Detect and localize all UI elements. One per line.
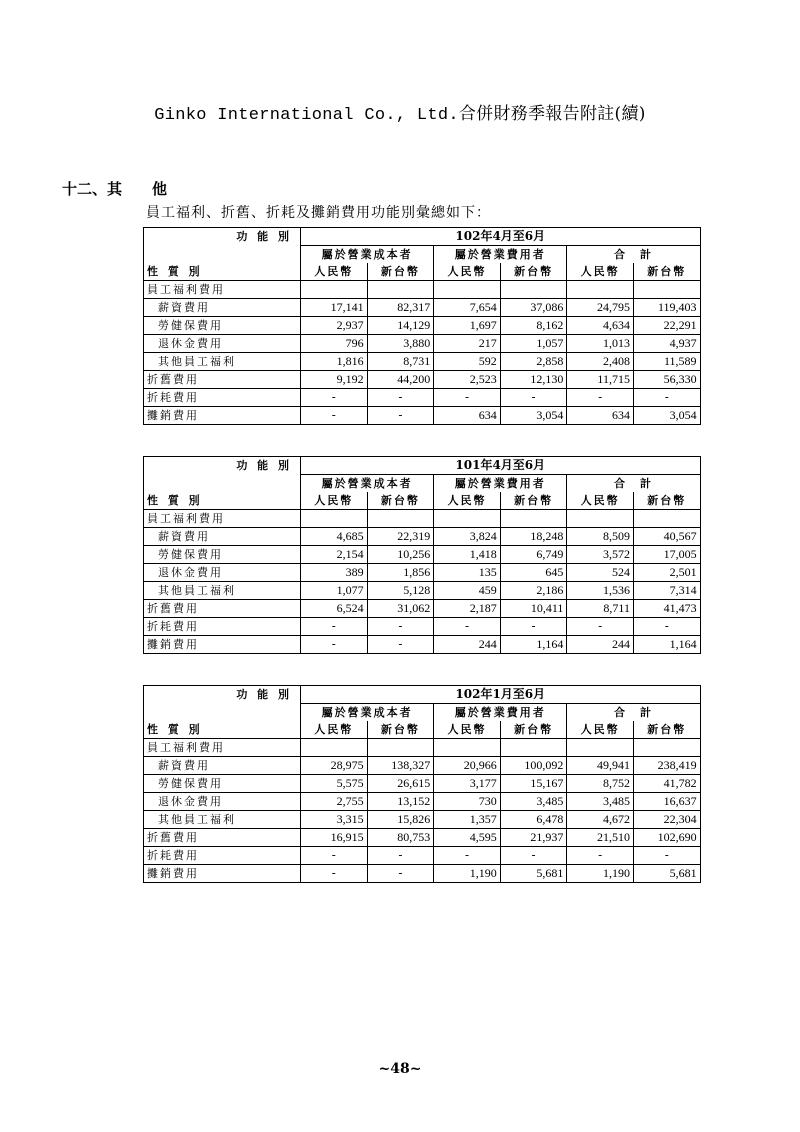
table-cell: 1,164 <box>633 636 700 654</box>
table-cell: - <box>301 407 368 425</box>
table-cell: - <box>567 389 634 407</box>
table-cell: 244 <box>567 636 634 654</box>
ntd-heading: 新台幣 <box>500 492 567 510</box>
table-cell: 12,130 <box>500 371 567 389</box>
table-row <box>144 335 701 353</box>
ntd-heading: 新台幣 <box>500 263 567 281</box>
table-cell: 3,177 <box>434 775 501 793</box>
table-cell: 3,485 <box>500 793 567 811</box>
table-cell: 14,129 <box>367 317 434 335</box>
table-cell: 592 <box>434 353 501 371</box>
table-cell <box>633 281 700 299</box>
row-label: 勞健保費用 <box>144 317 301 335</box>
nature-label: 性 質 別 <box>144 492 301 510</box>
table-cell: 2,154 <box>301 546 368 564</box>
table-cell <box>500 739 567 757</box>
table-cell: 634 <box>434 407 501 425</box>
rmb-heading: 人民幣 <box>434 492 501 510</box>
row-label: 薪資費用 <box>144 528 301 546</box>
table-cell: 2,858 <box>500 353 567 371</box>
table-cell: 1,856 <box>367 564 434 582</box>
rmb-heading: 人民幣 <box>301 263 368 281</box>
table-cell: 41,473 <box>633 600 700 618</box>
table-cell: - <box>434 847 501 865</box>
table-cell: 3,054 <box>500 407 567 425</box>
table-cell: 11,589 <box>633 353 700 371</box>
table-row <box>144 564 701 582</box>
table-cell: 3,824 <box>434 528 501 546</box>
table-cell <box>633 739 700 757</box>
row-label: 攤銷費用 <box>144 636 301 654</box>
period-heading: 101年4月至6月 <box>301 457 701 475</box>
table-cell: 389 <box>301 564 368 582</box>
table-cell <box>301 281 368 299</box>
nature-label: 性 質 別 <box>144 721 301 739</box>
table-cell: 4,937 <box>633 335 700 353</box>
table-cell: 244 <box>434 636 501 654</box>
table-cell: 796 <box>301 335 368 353</box>
table-row <box>144 317 701 335</box>
table-cell: 8,509 <box>567 528 634 546</box>
table-cell <box>301 739 368 757</box>
table-cell <box>567 281 634 299</box>
table-row <box>144 847 701 865</box>
row-label: 折舊費用 <box>144 600 301 618</box>
table-cell: - <box>567 847 634 865</box>
table-cell: 49,941 <box>567 757 634 775</box>
function-label: 功 能 別 <box>144 228 301 246</box>
table-cell: 645 <box>500 564 567 582</box>
table-cell: 1,816 <box>301 353 368 371</box>
table-cell <box>367 739 434 757</box>
table-cell: 6,478 <box>500 811 567 829</box>
row-label: 攤銷費用 <box>144 865 301 883</box>
table-cell: 3,880 <box>367 335 434 353</box>
table-cell: - <box>633 618 700 636</box>
table-cell: 3,485 <box>567 793 634 811</box>
expense-table <box>143 227 701 425</box>
table-cell: - <box>434 389 501 407</box>
ntd-heading: 新台幣 <box>367 721 434 739</box>
table-cell: 238,419 <box>633 757 700 775</box>
table-cell <box>367 281 434 299</box>
table-cell: 3,054 <box>633 407 700 425</box>
table-row <box>144 582 701 600</box>
table-row <box>144 389 701 407</box>
table-cell: 56,330 <box>633 371 700 389</box>
table-cell <box>633 510 700 528</box>
table-cell: 24,795 <box>567 299 634 317</box>
table-cell: 1,357 <box>434 811 501 829</box>
total-heading: 合 計 <box>567 246 700 264</box>
row-label: 勞健保費用 <box>144 546 301 564</box>
table-cell <box>434 739 501 757</box>
function-label: 功 能 別 <box>144 457 301 475</box>
table-cell: 17,005 <box>633 546 700 564</box>
row-label: 折耗費用 <box>144 389 301 407</box>
table-cell: 41,782 <box>633 775 700 793</box>
table-cell: 5,681 <box>500 865 567 883</box>
table-cell: 524 <box>567 564 634 582</box>
header-suffix: 合併財務季報告附註(續) <box>458 104 646 124</box>
table-cell: - <box>301 865 368 883</box>
ntd-heading: 新台幣 <box>367 263 434 281</box>
table-cell: 1,164 <box>500 636 567 654</box>
ntd-heading: 新台幣 <box>500 721 567 739</box>
cost-heading: 屬於營業成本者 <box>301 475 434 493</box>
table-cell: 6,524 <box>301 600 368 618</box>
section-intro: 員工福利、折舊、折耗及攤銷費用功能別彙總如下： <box>146 205 491 221</box>
table-row <box>144 636 701 654</box>
table-cell: 26,615 <box>367 775 434 793</box>
table-cell: 5,575 <box>301 775 368 793</box>
table-row <box>144 829 701 847</box>
table-row <box>144 299 701 317</box>
table-cell: 31,062 <box>367 600 434 618</box>
table-cell: - <box>367 865 434 883</box>
table-cell: - <box>301 389 368 407</box>
table-cell: 2,186 <box>500 582 567 600</box>
table-cell: 7,654 <box>434 299 501 317</box>
table-cell: 8,711 <box>567 600 634 618</box>
table-cell: 1,697 <box>434 317 501 335</box>
ntd-heading: 新台幣 <box>633 721 700 739</box>
row-label: 薪資費用 <box>144 299 301 317</box>
total-heading: 合 計 <box>567 704 700 722</box>
row-label: 退休金費用 <box>144 564 301 582</box>
period-heading: 102年4月至6月 <box>301 228 701 246</box>
table-cell: 11,715 <box>567 371 634 389</box>
row-label: 其他員工福利 <box>144 811 301 829</box>
table-cell <box>434 510 501 528</box>
total-heading: 合 計 <box>567 475 700 493</box>
table-cell: 21,510 <box>567 829 634 847</box>
row-label: 員工福利費用 <box>144 739 301 757</box>
table-row <box>144 811 701 829</box>
table-cell: - <box>367 847 434 865</box>
table-cell: 135 <box>434 564 501 582</box>
table-cell <box>500 510 567 528</box>
table-cell: - <box>633 389 700 407</box>
table-cell: 15,826 <box>367 811 434 829</box>
page-header <box>0 99 800 125</box>
table-cell: 2,408 <box>567 353 634 371</box>
table-cell: - <box>367 407 434 425</box>
table-cell: 8,752 <box>567 775 634 793</box>
table-cell: 28,975 <box>301 757 368 775</box>
ntd-heading: 新台幣 <box>633 492 700 510</box>
rmb-heading: 人民幣 <box>567 263 634 281</box>
table-cell: - <box>301 636 368 654</box>
table-cell: 37,086 <box>500 299 567 317</box>
table-cell: 730 <box>434 793 501 811</box>
row-label: 其他員工福利 <box>144 582 301 600</box>
table-row <box>144 600 701 618</box>
table-cell: 1,190 <box>567 865 634 883</box>
table-cell: 17,141 <box>301 299 368 317</box>
expense-heading: 屬於營業費用者 <box>434 704 567 722</box>
table-cell: - <box>500 847 567 865</box>
table-cell: - <box>301 847 368 865</box>
table-cell: 1,077 <box>301 582 368 600</box>
table-cell: 22,291 <box>633 317 700 335</box>
table-cell: 3,315 <box>301 811 368 829</box>
rmb-heading: 人民幣 <box>434 721 501 739</box>
table-row <box>144 353 701 371</box>
table-cell: 7,314 <box>633 582 700 600</box>
table-cell <box>567 510 634 528</box>
nature-label: 性 質 別 <box>144 263 301 281</box>
table-cell: 1,057 <box>500 335 567 353</box>
row-label: 退休金費用 <box>144 335 301 353</box>
table-cell: - <box>301 618 368 636</box>
table-cell: 13,152 <box>367 793 434 811</box>
row-label: 員工福利費用 <box>144 510 301 528</box>
section-title: 十二、其 他 <box>62 180 168 198</box>
row-label: 勞健保費用 <box>144 775 301 793</box>
rmb-heading: 人民幣 <box>434 263 501 281</box>
table-cell: 16,637 <box>633 793 700 811</box>
table-row <box>144 793 701 811</box>
table-cell: 9,192 <box>301 371 368 389</box>
corner-blank <box>144 246 301 264</box>
rmb-heading: 人民幣 <box>301 721 368 739</box>
table-row <box>144 281 701 299</box>
expense-heading: 屬於營業費用者 <box>434 475 567 493</box>
table-cell: 15,167 <box>500 775 567 793</box>
row-label: 折耗費用 <box>144 847 301 865</box>
table-cell: 217 <box>434 335 501 353</box>
table-cell: 5,681 <box>633 865 700 883</box>
table-cell: 1,418 <box>434 546 501 564</box>
table-row <box>144 546 701 564</box>
table-cell: 2,501 <box>633 564 700 582</box>
function-label: 功 能 別 <box>144 686 301 704</box>
table-cell: 2,937 <box>301 317 368 335</box>
cost-heading: 屬於營業成本者 <box>301 246 434 264</box>
table-cell: 4,595 <box>434 829 501 847</box>
row-label: 攤銷費用 <box>144 407 301 425</box>
table-cell: - <box>567 618 634 636</box>
table-cell: 6,749 <box>500 546 567 564</box>
table-cell: 21,937 <box>500 829 567 847</box>
rmb-heading: 人民幣 <box>301 492 368 510</box>
table-cell <box>301 510 368 528</box>
table-cell: 22,304 <box>633 811 700 829</box>
table-cell: 10,411 <box>500 600 567 618</box>
table-row <box>144 618 701 636</box>
ntd-heading: 新台幣 <box>633 263 700 281</box>
table-cell: 40,567 <box>633 528 700 546</box>
table-row <box>144 757 701 775</box>
row-label: 折舊費用 <box>144 371 301 389</box>
table-cell: 20,966 <box>434 757 501 775</box>
corner-blank <box>144 704 301 722</box>
corner-blank <box>144 475 301 493</box>
table-cell: 119,403 <box>633 299 700 317</box>
table-cell: 100,092 <box>500 757 567 775</box>
table-cell: 138,327 <box>367 757 434 775</box>
cost-heading: 屬於營業成本者 <box>301 704 434 722</box>
table-cell: 44,200 <box>367 371 434 389</box>
table-cell: 8,162 <box>500 317 567 335</box>
table-row <box>144 371 701 389</box>
row-label: 折耗費用 <box>144 618 301 636</box>
expense-heading: 屬於營業費用者 <box>434 246 567 264</box>
table-cell: 4,672 <box>567 811 634 829</box>
ntd-heading: 新台幣 <box>367 492 434 510</box>
table-row <box>144 775 701 793</box>
table-cell: 459 <box>434 582 501 600</box>
table-cell: 5,128 <box>367 582 434 600</box>
table-cell: 18,248 <box>500 528 567 546</box>
table-cell: 1,013 <box>567 335 634 353</box>
table-row <box>144 865 701 883</box>
table-cell: 2,755 <box>301 793 368 811</box>
table-cell: - <box>367 389 434 407</box>
table-cell: - <box>367 636 434 654</box>
table-cell: 82,317 <box>367 299 434 317</box>
table-cell: - <box>500 389 567 407</box>
row-label: 折舊費用 <box>144 829 301 847</box>
table-row <box>144 407 701 425</box>
company-name: Ginko International Co., Ltd. <box>154 106 459 125</box>
rmb-heading: 人民幣 <box>567 492 634 510</box>
table-cell: - <box>500 618 567 636</box>
table-cell <box>367 510 434 528</box>
table-cell: 102,690 <box>633 829 700 847</box>
table-cell: - <box>367 618 434 636</box>
expense-table <box>143 456 701 654</box>
table-cell: - <box>434 618 501 636</box>
table-cell: 16,915 <box>301 829 368 847</box>
table-row <box>144 739 701 757</box>
period-heading: 102年1月至6月 <box>301 686 701 704</box>
table-cell: 1,536 <box>567 582 634 600</box>
table-cell: 634 <box>567 407 634 425</box>
row-label: 薪資費用 <box>144 757 301 775</box>
table-cell: 3,572 <box>567 546 634 564</box>
table-cell: - <box>633 847 700 865</box>
table-row <box>144 528 701 546</box>
row-label: 退休金費用 <box>144 793 301 811</box>
table-cell <box>434 281 501 299</box>
table-cell: 2,523 <box>434 371 501 389</box>
table-cell: 10,256 <box>367 546 434 564</box>
row-label: 員工福利費用 <box>144 281 301 299</box>
table-cell: 8,731 <box>367 353 434 371</box>
table-cell: 1,190 <box>434 865 501 883</box>
row-label: 其他員工福利 <box>144 353 301 371</box>
table-cell: 2,187 <box>434 600 501 618</box>
rmb-heading: 人民幣 <box>567 721 634 739</box>
expense-table <box>143 685 701 883</box>
table-cell <box>500 281 567 299</box>
table-cell: 22,319 <box>367 528 434 546</box>
page-number: ~48~ <box>378 1061 422 1077</box>
table-cell: 80,753 <box>367 829 434 847</box>
table-cell: 4,634 <box>567 317 634 335</box>
table-row <box>144 510 701 528</box>
table-cell <box>567 739 634 757</box>
table-cell: 4,685 <box>301 528 368 546</box>
